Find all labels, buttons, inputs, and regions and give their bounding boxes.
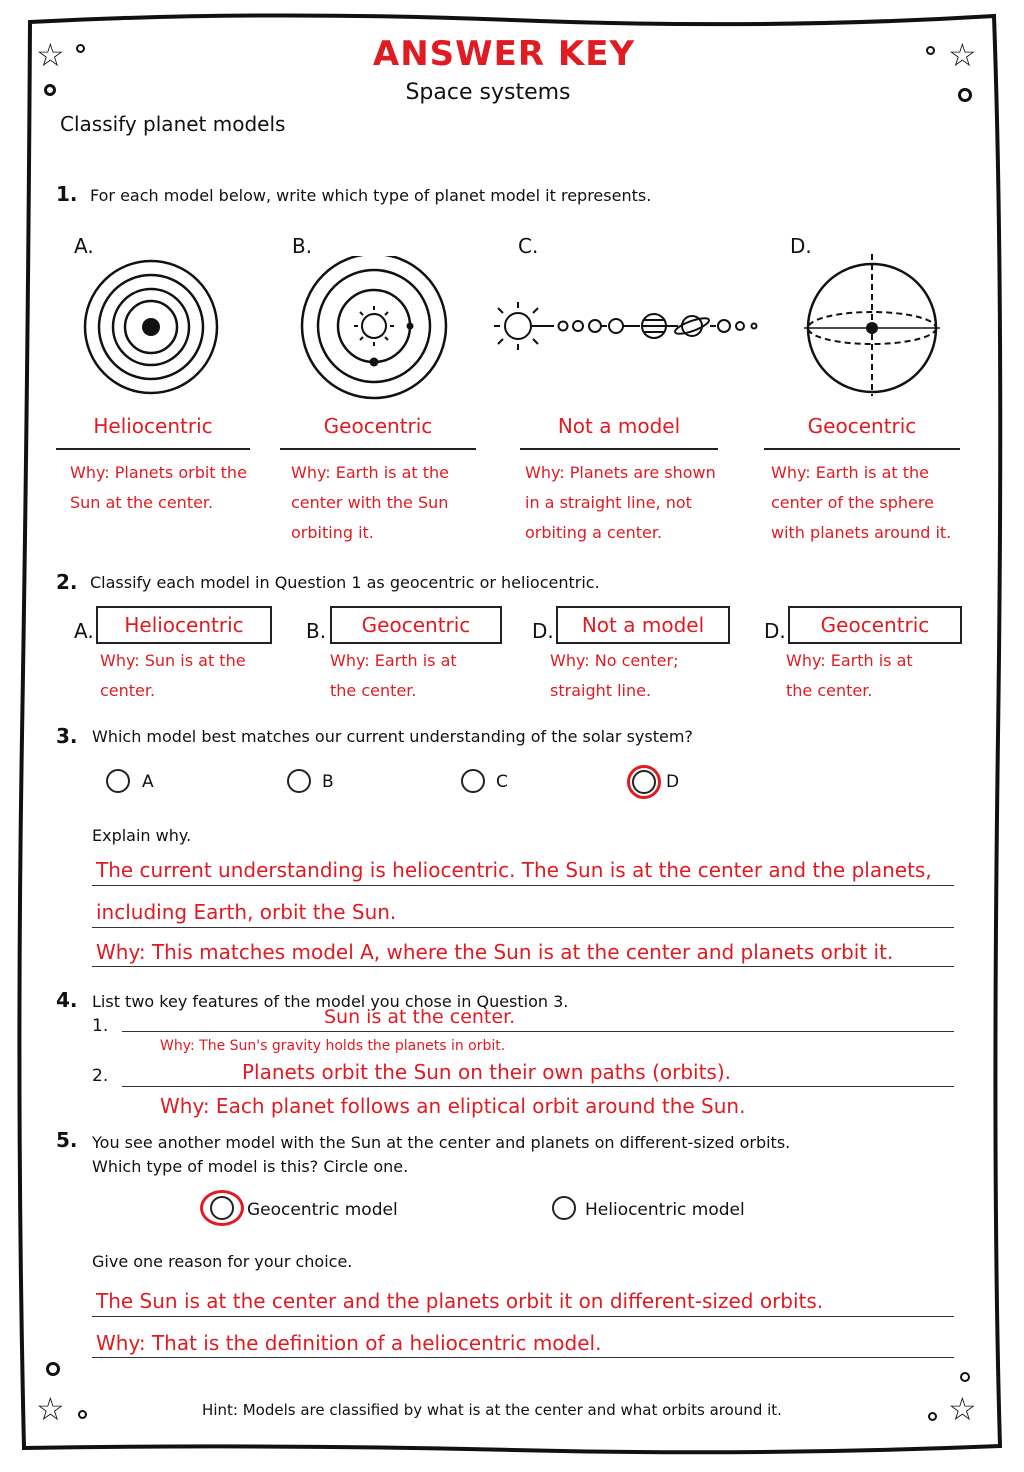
writing-line [92, 1316, 954, 1317]
q3-text: Which model best matches our current understanding of the solar system? [92, 727, 693, 746]
lesson-title: Classify planet models [60, 112, 286, 136]
page-subtitle: Space systems [405, 80, 571, 105]
q3-number: 3. [56, 724, 78, 748]
q4-item-1-why: Why: The Sun's gravity holds the planets in orbit. [160, 1038, 506, 1054]
star-icon: ☆ [36, 1390, 65, 1428]
q4-item-1-number: 1. [92, 1016, 109, 1036]
q2-letter-2: B. [306, 619, 327, 643]
writing-line [92, 966, 954, 967]
q2-why-3: Why: No center; straight line. [550, 651, 679, 700]
q5-answer-line-2: Why: That is the definition of a heliocentric model. [96, 1331, 602, 1355]
answer-line [280, 448, 476, 450]
writing-line [122, 1031, 954, 1032]
q5-radio-geocentric[interactable] [210, 1196, 234, 1220]
q2-answer-box-1[interactable]: Heliocentric [96, 606, 272, 644]
writing-line [92, 927, 954, 928]
q2-letter-1: A. [74, 619, 94, 643]
q3-radio-b[interactable] [287, 769, 311, 793]
q2-why-2: Why: Earth is at the center. [330, 651, 457, 700]
page-title: ANSWER KEY [372, 34, 636, 74]
q2-why-1: Why: Sun is at the center. [100, 651, 246, 700]
circle-icon [46, 1362, 60, 1376]
q3-option-a-label: A [142, 772, 154, 792]
q1-letter-d: D. [790, 234, 812, 258]
q4-number: 4. [56, 988, 78, 1012]
q4-item-2-why: Why: Each planet follows an eliptical orbit around the Sun. [160, 1094, 746, 1118]
model-a-diagram [80, 256, 222, 398]
q5-option-geocentric-label: Geocentric model [247, 1200, 398, 1220]
q1-text: For each model below, write which type of planet model it represents. [90, 186, 652, 205]
answer-line [56, 448, 250, 450]
q3-radio-d[interactable] [632, 770, 656, 794]
q3-option-c-label: C [496, 772, 508, 792]
answer-line [764, 448, 960, 450]
writing-line [122, 1086, 954, 1087]
q3-answer-line-1: The current understanding is heliocentric. The Sun is at the center and the planets, [96, 858, 932, 882]
q5-option-heliocentric-label: Heliocentric model [585, 1200, 745, 1220]
q2-letter-4: D. [764, 619, 786, 643]
q3-answer-line-2: including Earth, orbit the Sun. [96, 900, 397, 924]
q1-why-a: Why: Planets orbit the Sun at the center. [70, 463, 247, 512]
star-icon: ☆ [948, 1390, 977, 1428]
q5-number: 5. [56, 1128, 78, 1152]
q1-letter-b: B. [292, 234, 313, 258]
q1-answer-b: Geocentric [323, 414, 433, 438]
q3-radio-a[interactable] [106, 769, 130, 793]
q2-number: 2. [56, 570, 78, 594]
q1-letter-a: A. [74, 234, 94, 258]
q5-text: You see another model with the Sun at the center and planets on different-sized orbits. Which type of model is this? Circle one. [92, 1133, 791, 1176]
q3-option-b-label: B [322, 772, 334, 792]
q4-item-2-answer: Planets orbit the Sun on their own paths (orbits). [242, 1060, 732, 1084]
star-icon: ☆ [36, 36, 65, 74]
q3-option-d-label: D [666, 772, 680, 792]
q1-letter-c: C. [518, 234, 539, 258]
q2-answer-box-3[interactable]: Not a model [556, 606, 730, 644]
q3-explain-label: Explain why. [92, 826, 192, 845]
answer-line [520, 448, 718, 450]
q1-why-c: Why: Planets are shown in a straight line, not orbiting a center. [525, 463, 716, 542]
q3-answer-line-3: Why: This matches model A, where the Sun is at the center and planets orbit it. [96, 940, 894, 964]
writing-line [92, 885, 954, 886]
q2-letter-3: D. [532, 619, 554, 643]
q1-answer-d: Geocentric [807, 414, 917, 438]
hint-text: Hint: Models are classified by what is at the center and what orbits around it. [202, 1401, 782, 1419]
q2-answer-box-2[interactable]: Geocentric [330, 606, 502, 644]
q4-item-1-answer: Sun is at the center. [324, 1006, 516, 1028]
q1-why-b: Why: Earth is at the center with the Sun orbiting it. [291, 463, 450, 542]
q2-why-4: Why: Earth is at the center. [786, 651, 913, 700]
q4-text: List two key features of the model you chose in Question 3. [92, 992, 569, 1011]
q1-answer-c: Not a model [557, 414, 681, 438]
q1-number: 1. [56, 182, 78, 206]
q4-item-2-number: 2. [92, 1066, 109, 1086]
q5-answer-line-1: The Sun is at the center and the planets orbit it on different-sized orbits. [96, 1289, 824, 1313]
model-c-diagram [488, 296, 764, 360]
q2-text: Classify each model in Question 1 as geocentric or heliocentric. [90, 573, 600, 592]
model-d-diagram [800, 250, 944, 400]
q5-reason-label: Give one reason for your choice. [92, 1252, 353, 1271]
star-icon: ☆ [948, 36, 977, 74]
q3-radio-c[interactable] [461, 769, 485, 793]
q1-answer-a: Heliocentric [93, 414, 213, 438]
circle-icon [960, 1372, 970, 1382]
writing-line [92, 1357, 954, 1358]
q5-radio-heliocentric[interactable] [552, 1196, 576, 1220]
q2-answer-box-4[interactable]: Geocentric [788, 606, 962, 644]
model-b-diagram [298, 256, 450, 406]
q1-why-d: Why: Earth is at the center of the sphere with planets around it. [771, 463, 952, 542]
